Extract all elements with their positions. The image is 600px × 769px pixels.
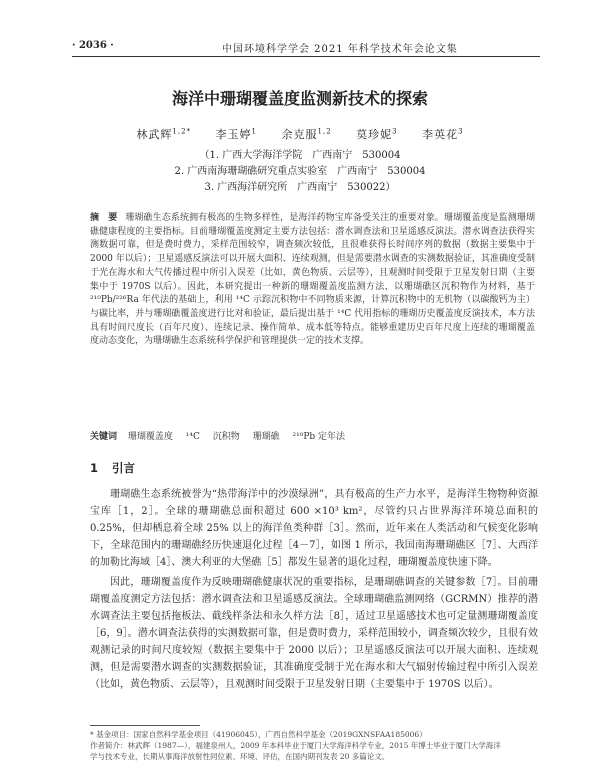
affiliations [0, 148, 600, 196]
keyword: 沉积物 [212, 432, 240, 442]
keywords-label: 关键词 [90, 432, 118, 442]
body-paragraph: 珊瑚礁生态系统被誉为“热带海洋中的沙漠绿洲”，具有极高的生产力水平，是海洋生物物种资源宝库［1，2］。全球的珊瑚礁总面积超过 600 ×10³ km²，尽管约只占世界海洋环境总面积的 0.25%，但却栖息着全球 25% 以上的海洋鱼类种群［3］。然而，近年来在人类活动和气候变化影响下，全球范围内的珊瑚礁经历快速退化过程［4－7］，如图 1 所示，我国南海珊瑚礁区［7］、大西洋的加勒比海域［4］、澳大利亚的大堡礁［5］都发生显著的退化过程，珊瑚覆盖度快速下降。 [90, 489, 538, 568]
section-heading [90, 460, 135, 476]
author: 林武辉$^{1,2*}$ [136, 127, 192, 141]
footnote-line: 学与技术专业，长期从事海洋放射性同位素、环境、评估，在国内期刊发表 20 多篇论文。 [90, 752, 390, 761]
abstract-text: 珊瑚礁生态系统拥有极高的生物多样性，是海洋药物宝库备受关注的重要对象。珊瑚覆盖度是监测珊瑚礁健康程度的主要指标。目前珊瑚覆盖度测定主要方法包括：潜水调查法和卫星遥感反演法。潜水调查法获得实测数据可靠，但是费时费力，采样范围较窄，调查频次较低，且很难获得长时间序列的数据（数据主要集中于 2000 年以后）；卫星遥感反演法可以开展大面积、连续观测，但是需要潜水调查的实测数据验证，其准确度受制于光在海水和大气传播过程中所引入误差（比如，黄色物质、云层等），且观测时间受限于卫星发射日期（主要集中于 1970S 以后）。因此，本研究提出一种新的珊瑚覆盖度监测方法，以珊瑚礁区沉积物作为材料，基于 ²¹⁰Pb/²²⁶Ra 年代法的基础上，利用 ¹⁴C 示踪沉积物中不同物质来源，计算沉积物中的无机物（以碳酸钙为主）与碳比率，并与珊瑚礁覆盖度进行比对和验证，最后提出基于 ¹⁴C 代用指标的珊瑚历史覆盖度反演技术，本方法具有时间尺度长（百年尺度）、连续记录、操作简单、成本低等特点。能够重建历史百年尺度上连续的珊瑚覆盖度动态变化，为珊瑚礁生态系统科学保护和管理提供一定的技术支撑。 [90, 213, 535, 347]
paper-title: 海洋中珊瑚覆盖度监测新技术的探索 [171, 89, 428, 108]
abstract-label: 摘 要 [90, 213, 118, 223]
affiliation: 3. 广西海洋研究所 广西南宁 530022） [204, 182, 396, 193]
footnote-divider [90, 725, 200, 726]
affiliation: 2. 广西南海珊瑚礁研究重点实验室 广西南宁 530004 [174, 166, 426, 177]
abstract [90, 212, 535, 349]
author: 莫珍妮$^3$ [356, 127, 398, 141]
footnote-line: 作者简介：林武辉（1987—），福建泉州人，2009 年本科毕业于厦门大学海洋科学专业，2015 年博士毕业于厦门大学海洋 [90, 741, 501, 750]
author-list [0, 126, 600, 142]
footnotes [90, 729, 538, 762]
keyword: ¹⁴C [185, 432, 200, 442]
running-head [72, 40, 540, 57]
section-number: 1 [90, 461, 99, 475]
affiliation: （1. 广西大学海洋学院 广西南宁 530004 [199, 150, 401, 161]
keyword: 珊瑚礁 [252, 432, 280, 442]
page-number: · 2036 · [72, 40, 114, 51]
body-paragraph: 因此，珊瑚覆盖度作为反映珊瑚礁健康状况的重要指标，是珊瑚礁调查的关键参数［7］。目前珊瑚覆盖度测定方法包括：潜水调查法和卫星遥感反演法。全球珊瑚礁监测网络（GCRMN）推荐的潜水调查法主要包括拖板法、截线样条法和永久样方法［8］，适过卫星遥感技术也可定量测珊瑚覆盖度［6，9］。潜水调查法获得的实测数据可靠，但是费时费力，采样范围较小，调查频次较少，且很有效观测记录的时间尺度较短（数据主要集中于 2000 以后）；卫星遥感反演法可以开展大面积、连续观测，但是需要潜水调查的实测数据验证，其准确度受制于光在海水和大气辐射传输过程中所引入误差（比如，黄色物质、云层等），且观测时间受限于卫星发射日期（主要集中于 1970S 以后）。 [90, 577, 538, 690]
section-title: 引言 [112, 461, 136, 475]
keywords [90, 429, 535, 442]
keyword: 珊瑚覆盖度 [127, 432, 173, 442]
journal-name: 中国环境科学学会 2021 年科学技术年会论文集 [222, 44, 458, 55]
keyword: ²¹⁰Pb 定年法 [292, 432, 346, 442]
author: 李英花$^3$ [422, 127, 464, 141]
author: 李玉婷$^1$ [215, 127, 258, 141]
author: 余克服$^{1,2}$ [281, 127, 332, 141]
footnote-line: * 基金项目：国家自然科学基金项目（41906045），广西自然科学基金（2019GXNSFAA185006） [90, 730, 427, 739]
